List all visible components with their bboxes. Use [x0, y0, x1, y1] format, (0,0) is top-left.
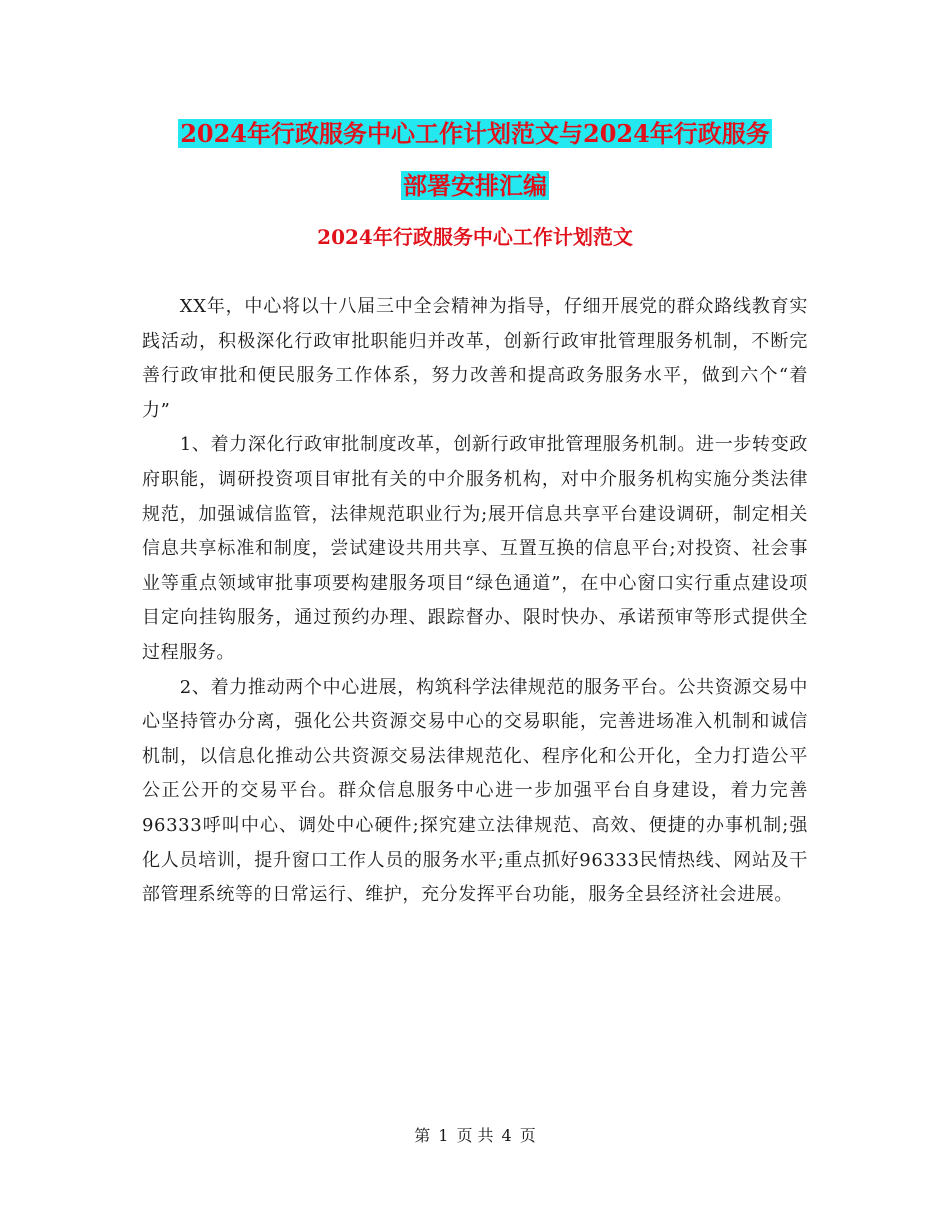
document-title	[0, 108, 950, 212]
document-title-line-2: 部署安排汇编	[403, 171, 547, 200]
page-footer	[0, 1124, 950, 1148]
page-label-suffix: 页	[519, 1126, 536, 1145]
page-current: 1	[438, 1126, 449, 1145]
document-title-line-1: 2024年行政服务中心工作计划范文与2024年行政服务	[180, 119, 770, 148]
document-body	[142, 290, 808, 913]
page-label-prefix: 第	[414, 1126, 431, 1145]
section-title: 2024年行政服务中心工作计划范文	[317, 225, 633, 249]
paragraph-intro: XX年，中心将以十八届三中全会精神为指导，仔细开展党的群众路线教育实践活动，积极深化行政审批职能归并改革，创新行政审批管理服务机制，不断完善行政审批和便民服务工作体系，努力改善和提高政务服务水平，做到六个“着力”	[142, 296, 808, 421]
page-label-mid: 页 共	[456, 1126, 494, 1145]
paragraph-item-2: 2、着力推动两个中心进展，构筑科学法律规范的服务平台。公共资源交易中心坚持管办分离，强化公共资源交易中心的交易职能，完善进场准入机制和诚信机制，以信息化推动公共资源交易法律规范化、程序化和公开化，全力打造公平公正公开的交易平台。群众信息服务中心进一步加强平台自身建设，着力完善96333呼叫中心、调处中心硬件;探究建立法律规范、高效、便捷的办事机制;强化人员培训，提升窗口工作人员的服务水平;重点抓好96333民情热线、网站及干部管理系统等的日常运行、维护，充分发挥平台功能，服务全县经济社会进展。	[142, 676, 808, 906]
page-total: 4	[501, 1126, 512, 1145]
paragraph-item-1: 1、着力深化行政审批制度改革，创新行政审批管理服务机制。进一步转变政府职能，调研投资项目审批有关的中介服务机构，对中介服务机构实施分类法律规范，加强诚信监管，法律规范职业行为;展开信息共享平台建设调研，制定相关信息共享标准和制度，尝试建设共用共享、互置互换的信息平台;对投资、社会事业等重点领域审批事项要构建服务项目“绿色通道”，在中心窗口实行重点建设项目定向挂钩服务，通过预约办理、跟踪督办、限时快办、承诺预审等形式提供全过程服务。	[142, 434, 808, 663]
